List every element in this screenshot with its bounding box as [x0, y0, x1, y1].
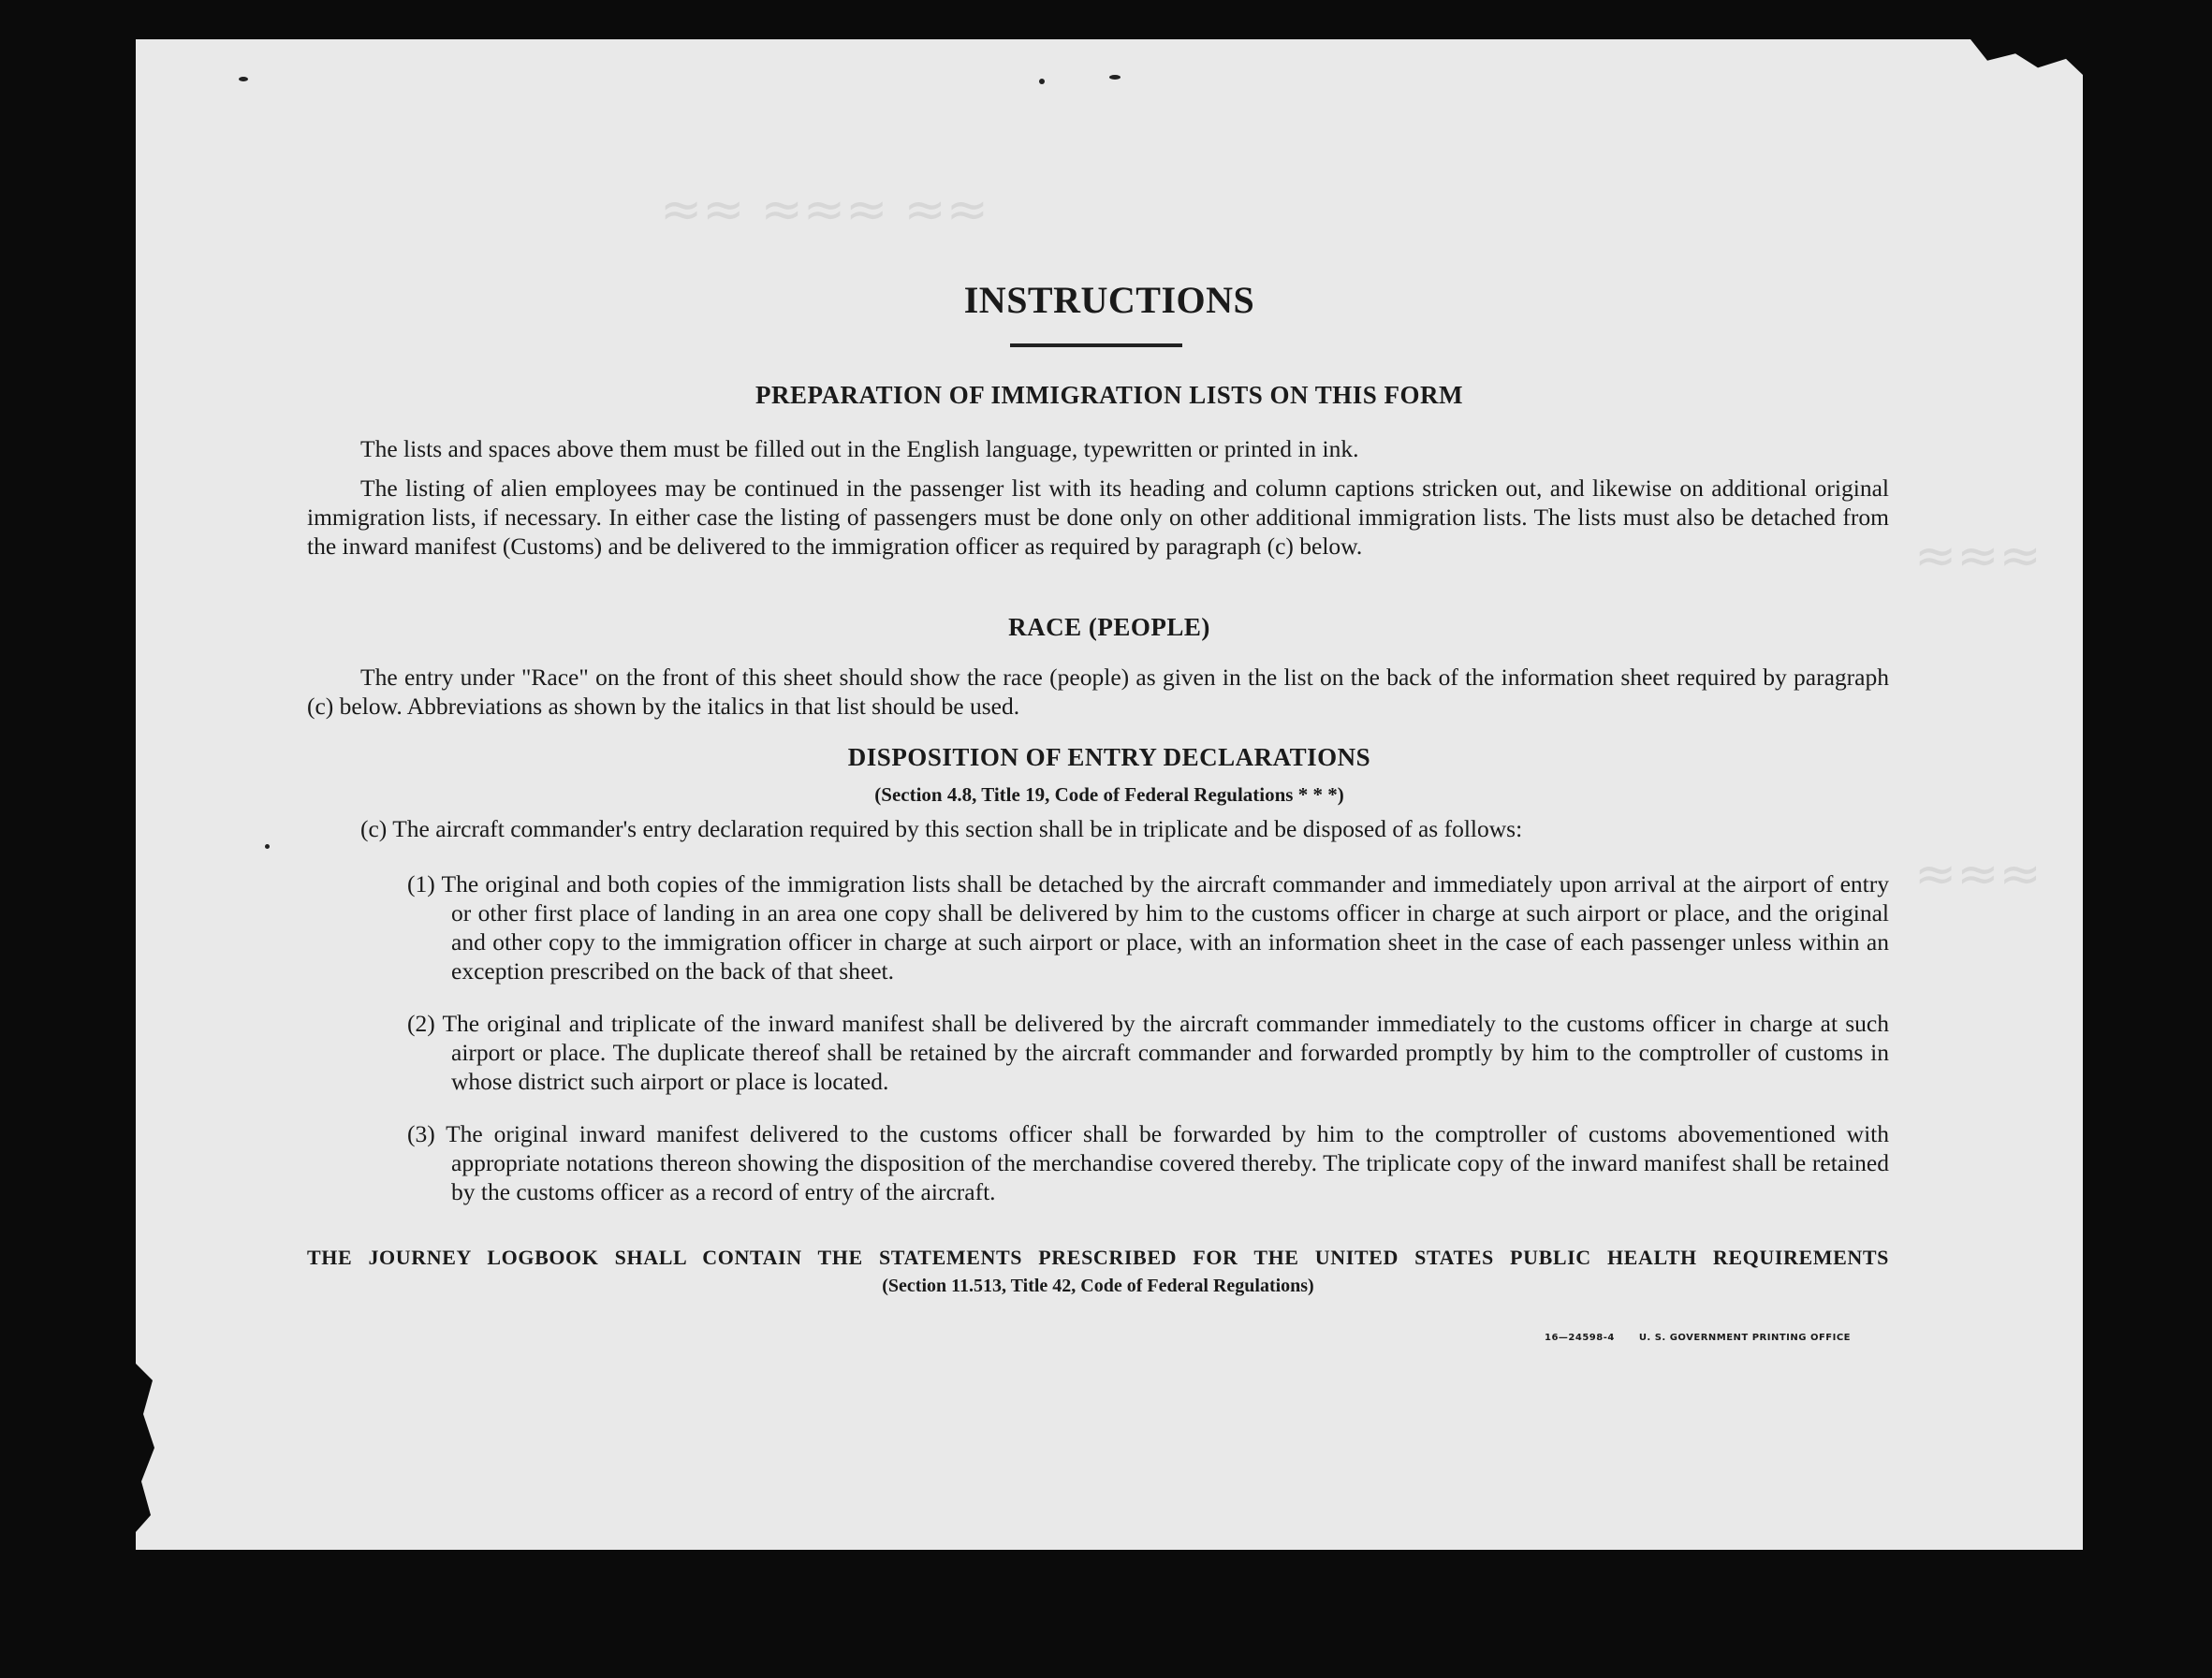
- document-page: [136, 39, 2083, 1550]
- paragraph-race: The entry under "Race" on the front of this sheet should show the race (people) as given in the list on the back of the information sheet required by paragraph (c) below. Abbreviations as shown by the italics in that list should be used.: [307, 664, 1889, 720]
- section-citation: (Section 4.8, Title 19, Code of Federal Regulations * * *): [874, 783, 1344, 806]
- bleed-through-marks: ≈≈ ≈≈≈ ≈≈: [660, 180, 989, 239]
- section-heading-disposition: DISPOSITION OF ENTRY DECLARATIONS: [847, 743, 1371, 771]
- bleed-through-marks: ≈≈≈: [1914, 844, 2042, 903]
- paragraph-language: The lists and spaces above them must be filled out in the English language, typewritten or printed in ink.: [360, 435, 1359, 462]
- public-health-citation: (Section 11.513, Title 42, Code of Federal Regulations): [882, 1276, 1314, 1296]
- scan-speck: [265, 844, 270, 849]
- paragraph-entry-declaration: (c) The aircraft commander's entry declaration required by this section shall be in triplicate and be disposed of as follows:: [360, 815, 1523, 842]
- printer-imprint: [1545, 1333, 1871, 1343]
- list-item: (1) The original and both copies of the immigration lists shall be detached by the aircraft commander and immediately upon arrival at the airport of entry or other first place of landing in an area one copy shall be delivered by him to the customs officer in charge at such airport or place, and the original and other copy to the immigration officer in charge at such airport or place, with an information sheet in the case of each passenger unless within an exception prescribed on the back of that sheet.: [407, 870, 1889, 985]
- scan-speck: [1039, 79, 1045, 84]
- printer-name: U. S. GOVERNMENT PRINTING OFFICE: [1638, 1333, 1852, 1343]
- section-heading-preparation: PREPARATION OF IMMIGRATION LISTS ON THIS FORM: [754, 381, 1464, 409]
- page-title: INSTRUCTIONS: [963, 279, 1255, 321]
- list-item: (2) The original and triplicate of the inward manifest shall be delivered by the aircraft commander immediately to the customs officer in charge at such airport or place. The duplicate thereof shall be retained by the aircraft commander and forwarded promptly by him to the comptroller of customs in whose district such airport or place is located.: [407, 1010, 1889, 1095]
- torn-edge: [136, 1364, 154, 1532]
- scan-speck: [239, 77, 248, 81]
- torn-corner: [1970, 39, 2083, 75]
- scan-speck: [1109, 75, 1121, 80]
- section-heading-race: RACE (PEOPLE): [1008, 613, 1210, 641]
- public-health-statement: THE JOURNEY LOGBOOK SHALL CONTAIN THE STATEMENTS PRESCRIBED FOR THE UNITED STATES PUBLIC HEALTH REQUIREMENTS: [307, 1246, 1889, 1269]
- paragraph-alien-employees: The listing of alien employees may be continued in the passenger list with its heading and column captions stricken out, and likewise on additional original immigration lists, if necessary. In either case the listing of passengers must be done only on other additional immigration lists. The lists must also be detached from the inward manifest (Customs) and be delivered to the immigration officer as required by paragraph (c) below.: [307, 474, 1889, 560]
- title-underline: [1010, 343, 1182, 347]
- public-health-note: [307, 1244, 1889, 1300]
- bleed-through-marks: ≈≈≈: [1914, 526, 2042, 585]
- form-number: 16—24598-4: [1545, 1333, 1615, 1343]
- list-item: (3) The original inward manifest delivered to the customs officer shall be forwarded by him to the comptroller of customs abovementioned with appropriate notations thereon showing the disposition of the merchandise covered thereby. The triplicate copy of the inward manifest shall be retained by the customs officer as a record of entry of the aircraft.: [407, 1120, 1889, 1205]
